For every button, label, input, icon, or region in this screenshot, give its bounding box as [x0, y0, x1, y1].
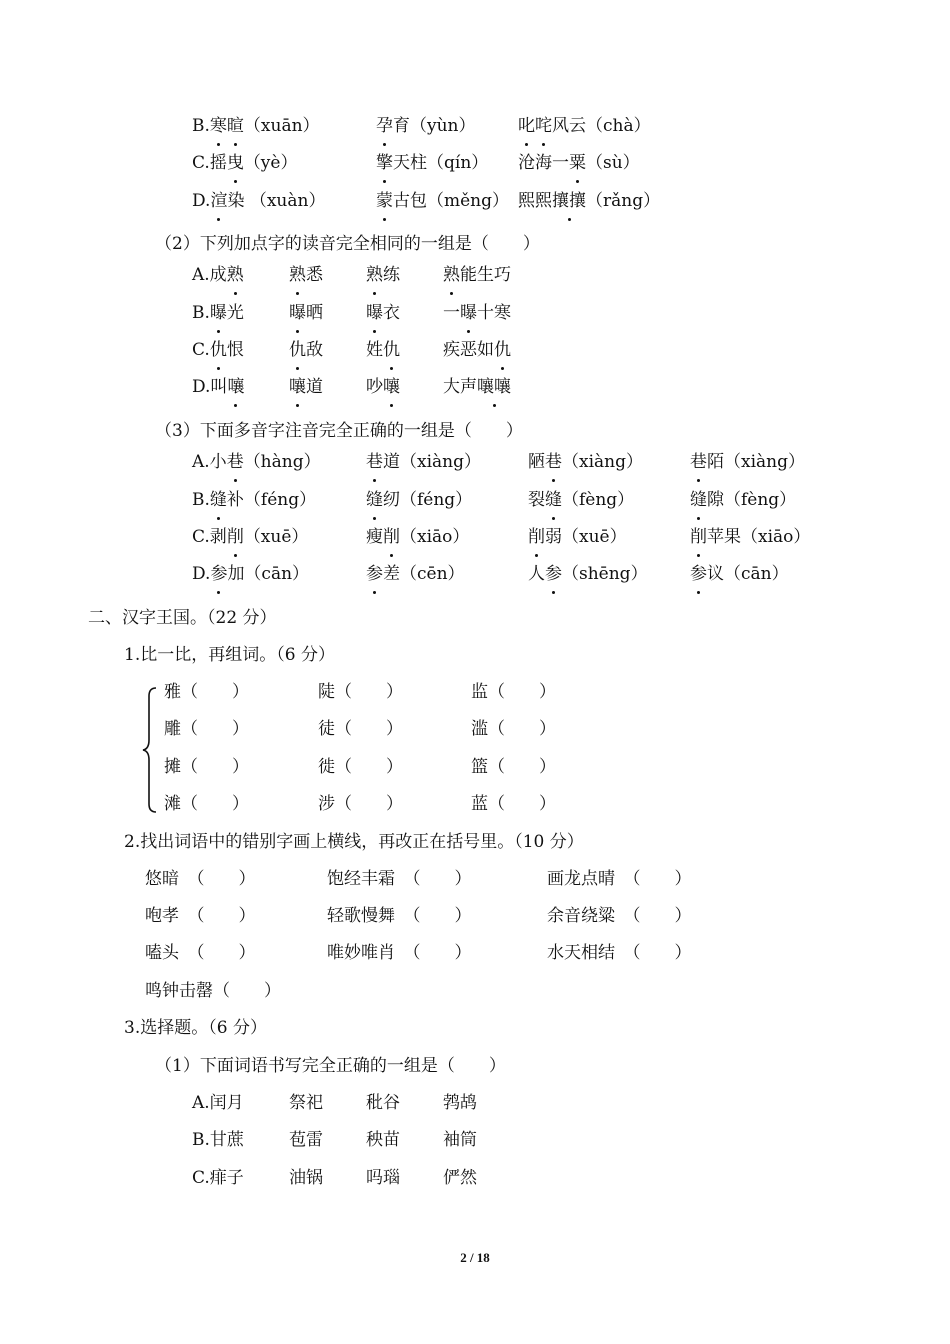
typo-item: 轻歌慢舞 （ ） [327, 906, 472, 926]
word-text: A.成 [192, 265, 227, 285]
pinyin: （fèng） [562, 490, 635, 510]
dotted-char: 擎 [376, 148, 393, 178]
q1-option-c [192, 148, 892, 178]
word-text: A.闰月 [192, 1093, 244, 1113]
typo-item: 鸣钟击罄（ ） [145, 981, 281, 1001]
q1-3-option-d [192, 559, 872, 589]
word-text: 姓 [366, 340, 383, 360]
option-letter: D. [192, 564, 211, 584]
q3-1-option-c [192, 1163, 592, 1193]
word-text: 恨 [226, 340, 244, 360]
word-text: 苹果（xiāo） [707, 527, 811, 547]
q1-option-b [192, 111, 892, 141]
s2-q2-title: 2.找出词语中的错别字画上横线，再改正在括号里。（10 分） [124, 832, 584, 852]
dotted-char: 参 [545, 559, 562, 589]
dotted-char: 削 [383, 522, 400, 552]
word-text: 道（xiàng） [383, 452, 481, 472]
dotted-char: 削 [227, 522, 244, 552]
word-text: 弱（xuē） [545, 527, 627, 547]
dotted-char: 仇 [289, 335, 306, 365]
pinyin: （xuē） [243, 527, 309, 547]
dotted-char: 巷 [227, 447, 244, 477]
dotted-char: 削 [528, 522, 545, 552]
word-text: 隙（fèng） [707, 490, 797, 510]
dotted-char: 嚷嚷 [477, 372, 511, 402]
word-text: 衣 [383, 303, 400, 323]
word-text: D.叫 [192, 377, 228, 397]
word-text: C.剥 [192, 527, 227, 547]
compare-row [164, 752, 614, 782]
dotted-char: 蒙 [376, 186, 393, 216]
pinyin: （xiàng） [562, 452, 643, 472]
word-text: 吵 [366, 377, 383, 397]
q1-2-option-b [192, 298, 692, 328]
typo-row [145, 938, 745, 968]
dotted-char: 曝 [289, 298, 306, 328]
word-text: 十寒 [477, 303, 511, 323]
dotted-char: 曝 [460, 298, 477, 328]
dotted-char: 攘攘 [552, 186, 586, 216]
dotted-char: 巷 [366, 447, 383, 477]
section-2-title: 二、汉字王国。（22 分） [88, 608, 277, 628]
compare-item: 陡（ ） [318, 682, 403, 702]
typo-row [145, 864, 745, 894]
dotted-char: 巷 [690, 447, 707, 477]
pinyin: （sù） [586, 153, 640, 173]
word-text: 古包（měng） [393, 191, 510, 211]
dotted-char: 曳 [227, 148, 244, 178]
pinyin: （hàng） [243, 452, 321, 472]
page-number: 2 / 18 [460, 1250, 490, 1265]
q3-1-option-a [192, 1088, 592, 1118]
dotted-char: 暄 [227, 111, 244, 141]
compare-item: 徒（ ） [318, 719, 403, 739]
compare-item: 篮（ ） [471, 757, 556, 777]
typo-row [145, 901, 745, 931]
dotted-char: 孕 [376, 111, 393, 141]
compare-item: 摊（ ） [164, 757, 249, 777]
typo-item: 唯妙唯肖 （ ） [327, 943, 472, 963]
s2-q3-title: 3.选择题。（6 分） [124, 1018, 267, 1038]
dotted-char: 参 [690, 559, 707, 589]
compare-item: 蓝（ ） [471, 794, 556, 814]
compare-item: 滩（ ） [164, 794, 249, 814]
compare-item: 涉（ ） [318, 794, 403, 814]
word-text: 育 [393, 116, 410, 136]
q1-2-prompt: （2）下列加点字的读音完全相同的一组是（ ） [155, 234, 540, 254]
q1-3-option-a [192, 447, 872, 477]
typo-item: 咆孝 （ ） [145, 906, 256, 926]
word-text: 道 [306, 377, 323, 397]
compare-row [164, 677, 614, 707]
q1-2-option-a [192, 260, 692, 290]
q1-3-option-c [192, 522, 872, 552]
word-text: 悉 [306, 265, 323, 285]
word-text: 补（féng） [226, 490, 317, 510]
word-text: 瘦 [366, 527, 383, 547]
compare-item: 雅（ ） [164, 682, 249, 702]
left-brace-icon [140, 686, 160, 814]
compare-item: 监（ ） [471, 682, 556, 702]
word-text: 陌（xiàng） [707, 452, 805, 472]
word-text: 练 [383, 265, 400, 285]
pinyin: （yùn） [410, 116, 476, 136]
dotted-char: 参 [366, 559, 383, 589]
dotted-char: 缝 [210, 485, 227, 515]
compare-row [164, 714, 614, 744]
pinyin: （xuān） [243, 116, 320, 136]
dotted-char: 咤 [535, 111, 552, 141]
word-text: 陋 [528, 452, 545, 472]
option-letter: D. [192, 191, 211, 211]
dotted-char: 嚷 [383, 372, 400, 402]
dotted-char: 熟 [227, 260, 244, 290]
dotted-char: 削 [690, 522, 707, 552]
dotted-char: 熟 [443, 260, 460, 290]
dotted-char: 仇 [494, 335, 511, 365]
dotted-char: 嚷 [227, 372, 244, 402]
word-text: 秧苗 [366, 1130, 400, 1150]
pinyin: （xiāo） [400, 527, 470, 547]
word-text: 疾恶如 [443, 340, 494, 360]
typo-item: 悠暗 （ ） [145, 869, 256, 889]
pinyin: （shēng） [562, 564, 648, 584]
dotted-char: 缝 [545, 485, 562, 515]
dotted-char: 熟 [289, 260, 306, 290]
option-letter: B. [192, 490, 210, 510]
word-text: 差（cēn） [383, 564, 465, 584]
typo-row [145, 976, 745, 1006]
dotted-char: 巷 [545, 447, 562, 477]
dotted-char: 叱 [518, 111, 535, 141]
compare-item: 雕（ ） [164, 719, 249, 739]
word-text: 大声 [443, 377, 477, 397]
word-text: A.小 [192, 452, 227, 472]
s2-q3-1-prompt: （1）下面词语书写完全正确的一组是（ ） [155, 1056, 506, 1076]
word-text: 熙熙 [518, 191, 552, 211]
word-text: 风云（chà） [552, 116, 651, 136]
word-text: 议（cān） [707, 564, 789, 584]
typo-item: 嗑头 （ ） [145, 943, 256, 963]
option-letter: C. [192, 153, 210, 173]
typo-item: 余音绕粱 （ ） [547, 906, 692, 926]
word-text: 苞雷 [289, 1130, 323, 1150]
word-text: 人 [528, 564, 545, 584]
compare-row [164, 789, 614, 819]
word-text: 吗瑙 [366, 1168, 400, 1188]
q1-3-option-b [192, 485, 872, 515]
typo-item: 水天相结 （ ） [547, 943, 692, 963]
pinyin: （rǎng） [586, 191, 661, 211]
word-text: 秕谷 [366, 1093, 400, 1113]
compare-item: 徙（ ） [318, 757, 403, 777]
typo-item: 画龙点晴 （ ） [547, 869, 692, 889]
word-text: 能生巧 [460, 265, 511, 285]
pinyin: （yè） [243, 153, 298, 173]
dotted-char: 寒 [210, 111, 227, 141]
q1-3-prompt: （3）下面多音字注音完全正确的一组是（ ） [155, 421, 523, 441]
s2-q1-title: 1.比一比，再组词。（6 分） [124, 645, 335, 665]
compare-item: 滥（ ） [471, 719, 556, 739]
q1-option-d [192, 186, 892, 216]
dotted-char: 参 [210, 559, 227, 589]
dotted-char: 缝 [366, 485, 383, 515]
q3-1-option-b [192, 1125, 592, 1155]
word-text: 裂 [528, 490, 545, 510]
dotted-char: 缝 [690, 485, 707, 515]
dotted-char: 仇 [383, 335, 400, 365]
word-text: 摇 [209, 153, 227, 173]
word-text: 一 [443, 303, 460, 323]
dotted-char: 熟 [366, 260, 383, 290]
dotted-char: 曝 [366, 298, 383, 328]
word-text: 晒 [306, 303, 323, 323]
dotted-char: 嚷 [289, 372, 306, 402]
word-text: C.痱子 [192, 1168, 244, 1188]
option-letter: B. [192, 116, 210, 136]
word-text: 祭祀 [289, 1093, 323, 1113]
word-text: B.甘蔗 [192, 1130, 244, 1150]
q1-2-option-c [192, 335, 692, 365]
dotted-char: 仇 [210, 335, 227, 365]
dotted-char: 曝 [210, 298, 227, 328]
word-text: 鹁鸪 [443, 1093, 477, 1113]
word-text: 纫（féng） [383, 490, 473, 510]
option-letter: C. [192, 340, 210, 360]
dotted-char: 渲 [210, 186, 227, 216]
word-text: 敌 [306, 340, 323, 360]
option-letter: B. [192, 303, 210, 323]
dotted-char: 粟 [569, 148, 586, 178]
word-text: 天柱（qín） [393, 153, 489, 173]
word-text: 袖筒 [443, 1130, 477, 1150]
word-text: 沧海一 [518, 153, 569, 173]
word-text: 光 [226, 303, 244, 323]
word-text: 染 （xuàn） [227, 191, 326, 211]
typo-item: 饱经丰霜 （ ） [327, 869, 472, 889]
word-text: 俨然 [443, 1168, 477, 1188]
q1-2-option-d [192, 372, 692, 402]
word-text: 油锅 [289, 1168, 323, 1188]
word-text: 加（cān） [227, 564, 310, 584]
